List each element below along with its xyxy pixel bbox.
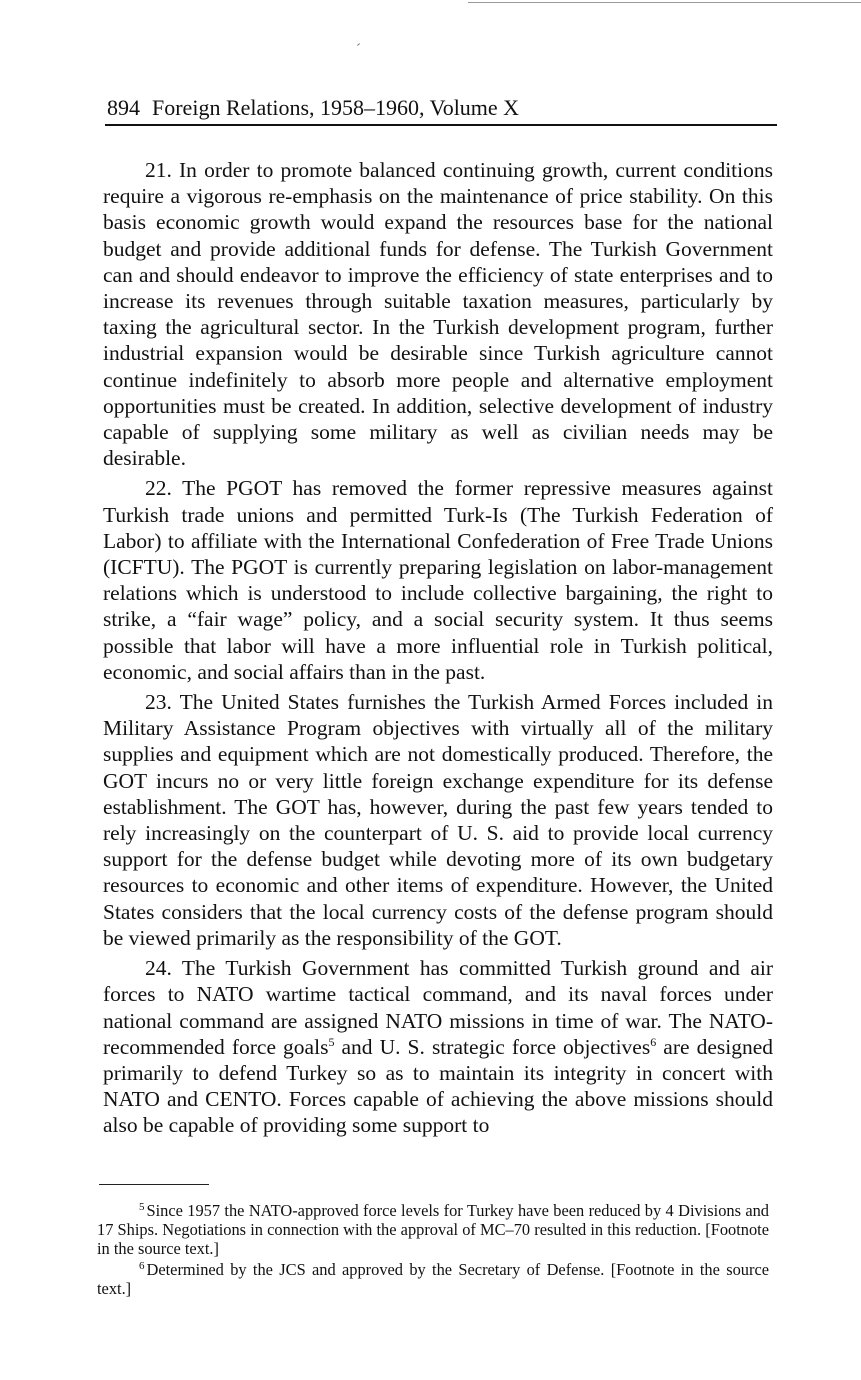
footnotes: [97, 1201, 769, 1300]
paragraph-24: [103, 955, 773, 1138]
page-number: 894: [107, 95, 140, 120]
footnote-6: [97, 1260, 769, 1298]
volume-title: Foreign Relations, 1958–1960, Volume X: [152, 95, 520, 120]
paragraph-22: 22. The PGOT has removed the former repressive measures against Turkish trade unions and permitted Turk-Is (The Turkish Federation of Labor) to affiliate with the International Confederation of Free Trade Unions (ICFTU). The PGOT is currently preparing legislation on labor-management relations which is understood to include collective bargaining, the right to strike, a “fair wage” policy, and a social security system. It thus seems possible that labor will have a more influential role in Turkish political, economic, and social affairs than in the past.: [103, 476, 773, 684]
footnote-6-text: Determined by the JCS and approved by the Secretary of Defense. [Footnote in the source text.]: [97, 1260, 769, 1298]
footnote-rule: [99, 1184, 209, 1185]
body-text: [103, 157, 773, 1143]
header-rule: [105, 124, 777, 126]
footnote-6-marker: 6: [139, 1259, 145, 1272]
paragraph-23: 23. The United States furnishes the Turkish Armed Forces included in Military Assistance Program objectives with virtually all of the military supplies and equipment which are not domestically produced. Therefore, the GOT incurs no or very little foreign exchange expenditure for its defense establishment. The GOT has, however, during the past few years tended to rely increasingly on the counterpart of U. S. aid to provide local currency support for the defense budget while devoting more of its own budgetary resources to economic and other items of expenditure. However, the United States considers that the local currency costs of the defense program should be viewed primarily as the responsibility of the GOT.: [103, 690, 773, 950]
footnote-5: [97, 1201, 769, 1258]
top-edge-rule: [468, 2, 861, 3]
paragraph-24-part-c: are designed primarily to defend Turkey so as to maintain its integrity in concert with NATO and CENTO. Forces capable of achieving the above missions should also be capable of providing some support to: [103, 1034, 774, 1138]
footnote-5-text: Since 1957 the NATO-approved force levels for Turkey have been reduced by 4 Divisions and 17 Ships. Negotiations in connection with the approval of MC–70 resulted in this reduction. [Footnote in the source text.]: [97, 1201, 769, 1258]
scan-speck: [357, 43, 360, 46]
paragraph-21: 21. In order to promote balanced continuing growth, current conditions require a vigorous re-emphasis on the maintenance of price stability. On this basis economic growth would expand the resources base for the national budget and provide additional funds for defense. The Turkish Government can and should endeavor to improve the efficiency of state enterprises and to increase its revenues through suitable taxation measures, particularly by taxing the agricultural sector. In the Turkish development program, further industrial expansion would be desirable since Turkish agriculture cannot continue indefinitely to absorb more people and alternative employment opportunities must be created. In addition, selective development of industry capable of supplying some military as well as civilian needs may be desirable.: [103, 158, 773, 471]
paragraph-24-part-b: and U. S. strategic force objectives: [334, 1034, 651, 1059]
footnote-ref-5: 5: [328, 1034, 335, 1049]
footnote-ref-6: 6: [650, 1034, 657, 1049]
paragraph-24-part-a: 24. The Turkish Government has committed Turkish ground and air forces to NATO wartime tactical command, and its naval forces under national command are assigned NATO missions in time of war. The NATO-recommended force goals: [103, 956, 773, 1059]
footnote-5-marker: 5: [139, 1200, 145, 1213]
running-header: [107, 94, 777, 122]
